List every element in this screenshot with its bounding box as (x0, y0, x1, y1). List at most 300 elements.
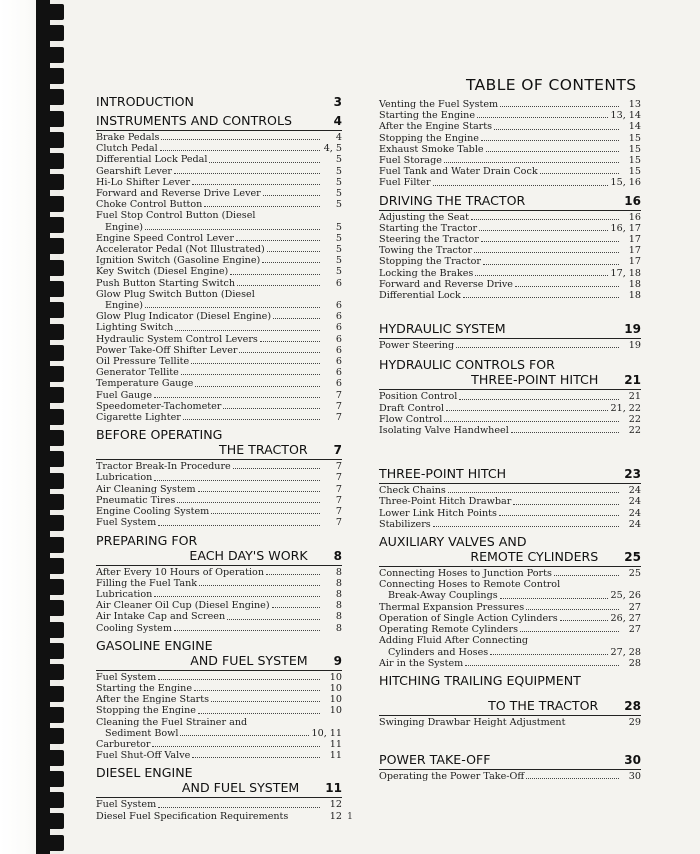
dot-leader (433, 177, 609, 185)
toc-left-column (96, 94, 342, 822)
toc-section (96, 638, 342, 762)
binder-ring (36, 643, 64, 659)
toc-section (379, 321, 641, 351)
dot-leader (180, 728, 309, 736)
entry-list (379, 99, 641, 189)
entry-list (96, 670, 342, 762)
toc-entry (379, 133, 641, 144)
section-title-line1: HITCHING TRAILING EQUIPMENT (379, 672, 581, 688)
dot-leader (554, 568, 619, 576)
dot-leader (177, 495, 320, 503)
toc-entry (379, 245, 641, 256)
entry-page: 25, 26 (610, 590, 641, 602)
dot-leader (500, 99, 619, 107)
dot-leader (154, 589, 320, 597)
dot-leader (175, 322, 320, 330)
binder-ring (36, 579, 64, 595)
toc-entry (379, 177, 641, 188)
entry-page: 6 (335, 333, 342, 345)
toc-entry (96, 567, 342, 578)
entry-title: After the Engine Starts (379, 121, 493, 133)
dot-leader (239, 345, 320, 353)
entry-title: Hi-Lo Shifter Lever (96, 176, 191, 188)
entry-title: Air Intake Cap and Screen (96, 611, 226, 623)
dot-leader (499, 508, 619, 516)
entry-page: 27 (628, 601, 641, 613)
toc-entry (379, 590, 641, 601)
toc-entry (379, 508, 641, 519)
entry-page: 7 (335, 461, 342, 473)
entry-page: 7 (335, 412, 342, 424)
binder-ring (36, 473, 64, 489)
entry-page: 28 (628, 657, 641, 669)
toc-entry (96, 188, 342, 199)
entry-page: 4 (335, 132, 342, 143)
toc-entry (379, 223, 641, 234)
entry-title: Ignition Switch (Gasoline Engine) (96, 255, 261, 267)
toc-entry (96, 472, 342, 483)
entry-title: Fuel System (96, 517, 157, 529)
entry-title: Fuel Tank and Water Drain Cock (379, 166, 538, 178)
entry-title: Starting the Engine (96, 682, 193, 694)
section-page: 28 (624, 698, 641, 713)
section-page: 19 (624, 322, 641, 337)
entry-page: 6 (335, 311, 342, 323)
dot-leader (145, 222, 320, 230)
dot-leader (272, 600, 320, 608)
entry-page: 10, 11 (311, 727, 342, 739)
section-title-line2: THE TRACTOR (219, 442, 308, 458)
toc-entry (96, 278, 342, 289)
toc-section (379, 193, 641, 302)
entry-title: Flow Control (379, 413, 443, 425)
binder-ring (36, 409, 64, 425)
entry-page: 15 (628, 166, 641, 178)
entry-title: Adding Fluid After Connecting (379, 635, 529, 647)
section-page: 30 (624, 753, 641, 768)
section-title: INSTRUMENTS AND CONTROLS (96, 113, 292, 128)
toc-section (379, 752, 641, 782)
entry-title: Starting the Tractor (379, 222, 478, 234)
section-page: 11 (325, 781, 342, 796)
entry-title: Gearshift Lever (96, 165, 173, 177)
entry-title: Engine) (105, 300, 143, 312)
toc-entry (379, 568, 641, 579)
dot-leader (145, 300, 320, 308)
section-title-line2-row (96, 548, 342, 563)
entry-list (96, 565, 342, 634)
entry-page: 12 (329, 810, 342, 822)
dot-leader (230, 266, 320, 274)
entry-page: 7 (335, 400, 342, 412)
toc-entry (96, 143, 342, 154)
binder-ring (36, 111, 64, 127)
entry-title: Engine) (105, 221, 143, 233)
section-title-line2-row (96, 780, 342, 795)
entry-page: 6 (335, 367, 342, 379)
toc-entry (96, 266, 342, 277)
toc-entry (379, 485, 641, 496)
entry-page: 5 (335, 266, 342, 278)
dot-leader (511, 425, 619, 433)
dot-leader (158, 517, 320, 525)
binder-ring (36, 68, 64, 84)
entry-page: 14 (628, 121, 641, 133)
section-title-line1: HYDRAULIC CONTROLS FOR (379, 357, 555, 373)
toc-entry (96, 401, 342, 412)
entry-page: 5 (335, 244, 342, 256)
toc-entry (379, 403, 641, 414)
dot-leader (513, 496, 619, 504)
toc-entry (379, 519, 641, 530)
entry-title: Generator Tellite (96, 367, 179, 379)
entry-page: 26, 27 (610, 612, 641, 624)
entry-page: 10 (329, 682, 342, 694)
section-heading (96, 427, 342, 457)
entry-title: Key Switch (Diesel Engine) (96, 266, 229, 278)
toc-entry (96, 672, 342, 683)
toc-section (96, 94, 342, 109)
entry-page: 5 (335, 188, 342, 200)
binder-ring (36, 324, 64, 340)
binder-ring (36, 217, 64, 233)
dot-leader (260, 334, 320, 342)
dot-leader (471, 212, 619, 220)
binder-ring (36, 281, 64, 297)
toc-entry (96, 233, 342, 244)
toc-entry (96, 289, 342, 300)
entry-title: Connecting Hoses to Remote Control (379, 579, 561, 591)
binder-ring (36, 132, 64, 148)
entry-page: 8 (335, 566, 342, 578)
dot-leader (227, 611, 320, 619)
dot-leader (209, 154, 320, 162)
entry-list (379, 210, 641, 302)
dot-leader (483, 256, 619, 264)
section-heading (96, 638, 342, 668)
entry-title: Position Control (379, 391, 458, 403)
section-heading (379, 673, 641, 713)
entry-title: Power Steering (379, 340, 455, 352)
toc-entry (96, 390, 342, 401)
section-title-line1: PREPARING FOR (96, 532, 198, 548)
toc-entry (96, 589, 342, 600)
toc-entry (96, 311, 342, 322)
toc-entry (379, 658, 641, 669)
entry-title: Fuel Filter (379, 177, 431, 189)
toc-entry (96, 578, 342, 589)
entry-page: 6 (335, 277, 342, 289)
entry-title: Stopping the Tractor (379, 256, 481, 268)
entry-page: 7 (335, 389, 342, 401)
dot-leader (486, 144, 619, 152)
binder-ring (36, 25, 64, 41)
binder-ring (36, 174, 64, 190)
entry-list (96, 130, 342, 423)
entry-title: Diesel Fuel Specification Requirements (96, 810, 289, 822)
entry-page: 8 (335, 622, 342, 634)
section-title: POWER TAKE-OFF (379, 752, 491, 768)
dot-leader (463, 290, 619, 298)
toc-entry (96, 461, 342, 472)
entry-title: Power Take-Off Shifter Lever (96, 344, 238, 356)
entry-title: Stopping the Engine (96, 705, 196, 717)
entry-page: 25 (628, 568, 641, 580)
entry-page: 7 (335, 472, 342, 484)
dot-leader (199, 578, 320, 586)
toc-entry (379, 414, 641, 425)
entry-page: 15 (628, 132, 641, 144)
section-heading (96, 533, 342, 563)
dot-leader (520, 624, 619, 632)
entry-page: 5 (335, 199, 342, 211)
section-title: INTRODUCTION (96, 94, 194, 109)
toc-entry (96, 166, 342, 177)
entry-list (379, 338, 641, 351)
toc-entry (96, 683, 342, 694)
entry-page: 13, 14 (610, 110, 641, 122)
toc-entry (96, 199, 342, 210)
toc-entry (96, 255, 342, 266)
dot-leader (444, 155, 619, 163)
entry-page: 8 (335, 588, 342, 600)
entry-page: 22 (628, 425, 641, 437)
section-heading (379, 534, 641, 564)
entry-page: 27, 28 (610, 646, 641, 658)
entry-page: 7 (335, 483, 342, 495)
section-heading (96, 94, 342, 109)
entry-list (379, 715, 641, 728)
section-title-line2: TO THE TRACTOR (488, 697, 599, 713)
binder-ring (36, 558, 64, 574)
entry-title: Check Chains (379, 485, 446, 497)
toc-entry (96, 750, 342, 761)
entry-list (96, 459, 342, 528)
toc-entry (379, 144, 641, 155)
binder-ring (36, 622, 64, 638)
entry-page: 24 (628, 507, 641, 519)
dot-leader (475, 268, 608, 276)
entry-title: Air Cleaner Oil Cup (Diesel Engine) (96, 600, 270, 612)
binder-ring (36, 366, 64, 382)
binder-ring (36, 686, 64, 702)
entry-title: Fuel Storage (379, 155, 442, 167)
entry-page: 8 (335, 577, 342, 589)
toc-section (379, 673, 641, 728)
entry-title: Operating Remote Cylinders (379, 624, 519, 636)
entry-title: Fuel System (96, 671, 157, 683)
entry-title: Air Cleaning System (96, 483, 196, 495)
toc-entry (96, 222, 342, 233)
section-title-line2: REMOTE CYLINDERS (470, 549, 599, 565)
toc-entry (379, 624, 641, 635)
toc-entry (96, 300, 342, 311)
toc-entry (379, 290, 641, 301)
dot-leader (448, 485, 619, 493)
entry-title: Three-Point Hitch Drawbar (379, 496, 512, 508)
dot-leader (459, 391, 619, 399)
binder-ring (36, 302, 64, 318)
entry-title: Temperature Gauge (96, 378, 194, 390)
dot-leader (194, 683, 320, 691)
entry-title: Clutch Pedal (96, 143, 158, 155)
entry-page: 5 (335, 154, 342, 166)
toc-entry (379, 579, 641, 590)
section-page: 7 (333, 443, 342, 458)
dot-leader (183, 412, 320, 420)
section-page: 23 (624, 467, 641, 482)
toc-entry (379, 647, 641, 658)
entry-title: Engine Cooling System (96, 506, 210, 518)
section-title-line2: EACH DAY'S WORK (189, 547, 308, 563)
entry-page: 4, 5 (323, 143, 342, 155)
page-number: 1 (347, 812, 353, 822)
binder-ring (36, 750, 64, 766)
dot-leader (481, 234, 619, 242)
toc-entry (96, 600, 342, 611)
entry-title: Cleaning the Fuel Strainer and (96, 716, 248, 728)
entry-title: Draft Control (379, 402, 445, 414)
entry-page: 22 (628, 413, 641, 425)
entry-title: Forward and Reverse Drive Lever (96, 188, 261, 200)
entry-title: Cooling System (96, 622, 172, 634)
dot-leader (161, 132, 320, 140)
binder-ring (36, 89, 64, 105)
entry-title: Swinging Drawbar Height Adjustment (379, 716, 566, 728)
toc-entry (379, 256, 641, 267)
toc-entry (96, 244, 342, 255)
page-title: TABLE OF CONTENTS (466, 76, 637, 94)
toc-entry (96, 378, 342, 389)
entry-list (379, 566, 641, 669)
dot-leader (456, 340, 619, 348)
toc-entry (96, 177, 342, 188)
dot-leader (211, 506, 320, 514)
entry-title: Oil Pressure Tellite (96, 356, 190, 368)
entry-title: Break-Away Couplings (388, 590, 498, 602)
entry-title: Pneumatic Tires (96, 494, 176, 506)
entry-page: 8 (335, 611, 342, 623)
binder-ring (36, 238, 64, 254)
entry-page: 7 (335, 517, 342, 529)
dot-leader (477, 110, 608, 118)
toc-entry (96, 484, 342, 495)
dot-leader (198, 484, 320, 492)
binder-ring (36, 430, 64, 446)
entry-list (379, 769, 641, 782)
toc-entry (379, 496, 641, 507)
dot-leader (233, 461, 320, 469)
dot-leader (267, 244, 320, 252)
entry-title: Sediment Bowl (105, 727, 179, 739)
dot-leader (160, 143, 320, 151)
entry-title: Operation of Single Action Cylinders (379, 612, 558, 624)
dot-leader (481, 133, 619, 141)
toc-entry (96, 356, 342, 367)
dot-leader (236, 233, 320, 241)
entry-title: Engine Speed Control Lever (96, 232, 234, 244)
entry-page: 5 (335, 255, 342, 267)
entry-title: Lower Link Hitch Points (379, 507, 497, 519)
toc-section (379, 534, 641, 669)
dot-leader (560, 613, 609, 621)
entry-page: 8 (335, 600, 342, 612)
binder-ring (36, 47, 64, 63)
toc-right-column (379, 99, 641, 782)
section-title-line2-row (379, 372, 641, 387)
entry-title: Carburetor (96, 738, 151, 750)
toc-section (379, 466, 641, 530)
binder-ring (36, 835, 64, 851)
toc-entry (379, 602, 641, 613)
toc-entry (379, 340, 641, 351)
entry-page: 19 (628, 340, 641, 352)
entry-title: Adjusting the Seat (379, 211, 470, 223)
entry-title: Locking the Brakes (379, 267, 474, 279)
entry-page: 6 (335, 300, 342, 312)
entry-title: Choke Control Button (96, 199, 203, 211)
section-page: 21 (624, 373, 641, 388)
section-heading (379, 193, 641, 208)
dot-leader (174, 166, 320, 174)
toc-entry (379, 212, 641, 223)
toc-entry (96, 694, 342, 705)
entry-title: Steering the Tractor (379, 234, 479, 246)
dot-leader (152, 739, 320, 747)
entry-page: 17 (628, 234, 641, 246)
section-title-line2-row (379, 698, 641, 713)
entry-page: 5 (335, 232, 342, 244)
dot-leader (158, 672, 320, 680)
dot-leader (446, 403, 608, 411)
binder-ring (36, 345, 64, 361)
entry-page: 18 (628, 290, 641, 302)
dot-leader (237, 278, 320, 286)
dot-leader (223, 401, 320, 409)
dot-leader (474, 245, 619, 253)
toc-entry (379, 155, 641, 166)
entry-title: Air in the System (379, 657, 464, 669)
toc-entry (96, 705, 342, 716)
section-page: 9 (333, 653, 342, 668)
entry-title: Operating the Power Take-Off (379, 771, 525, 783)
binder-ring (36, 792, 64, 808)
toc-entry (96, 623, 342, 634)
section-page: 25 (624, 550, 641, 565)
entry-page: 24 (628, 518, 641, 530)
binder-ring (36, 515, 64, 531)
toc-section (379, 99, 641, 189)
entry-page: 5 (335, 176, 342, 188)
entry-page: 18 (628, 278, 641, 290)
dot-leader (540, 166, 619, 174)
section-title-line1: GASOLINE ENGINE (96, 637, 213, 653)
entry-title: Fuel System (96, 799, 157, 811)
dot-leader (192, 750, 320, 758)
section-title-line2: THREE-POINT HITCH (471, 372, 599, 388)
section-heading (379, 357, 641, 387)
entry-page: 7 (335, 494, 342, 506)
entry-title: Hydraulic System Control Levers (96, 333, 258, 345)
toc-entry (96, 345, 342, 356)
dot-leader (154, 390, 320, 398)
entry-title: Towing the Tractor (379, 245, 473, 257)
dot-leader (198, 705, 320, 713)
entry-page: 6 (335, 344, 342, 356)
entry-title: Fuel Gauge (96, 389, 153, 401)
binder-spine (36, 0, 50, 854)
entry-title: Cylinders and Hoses (388, 646, 489, 658)
